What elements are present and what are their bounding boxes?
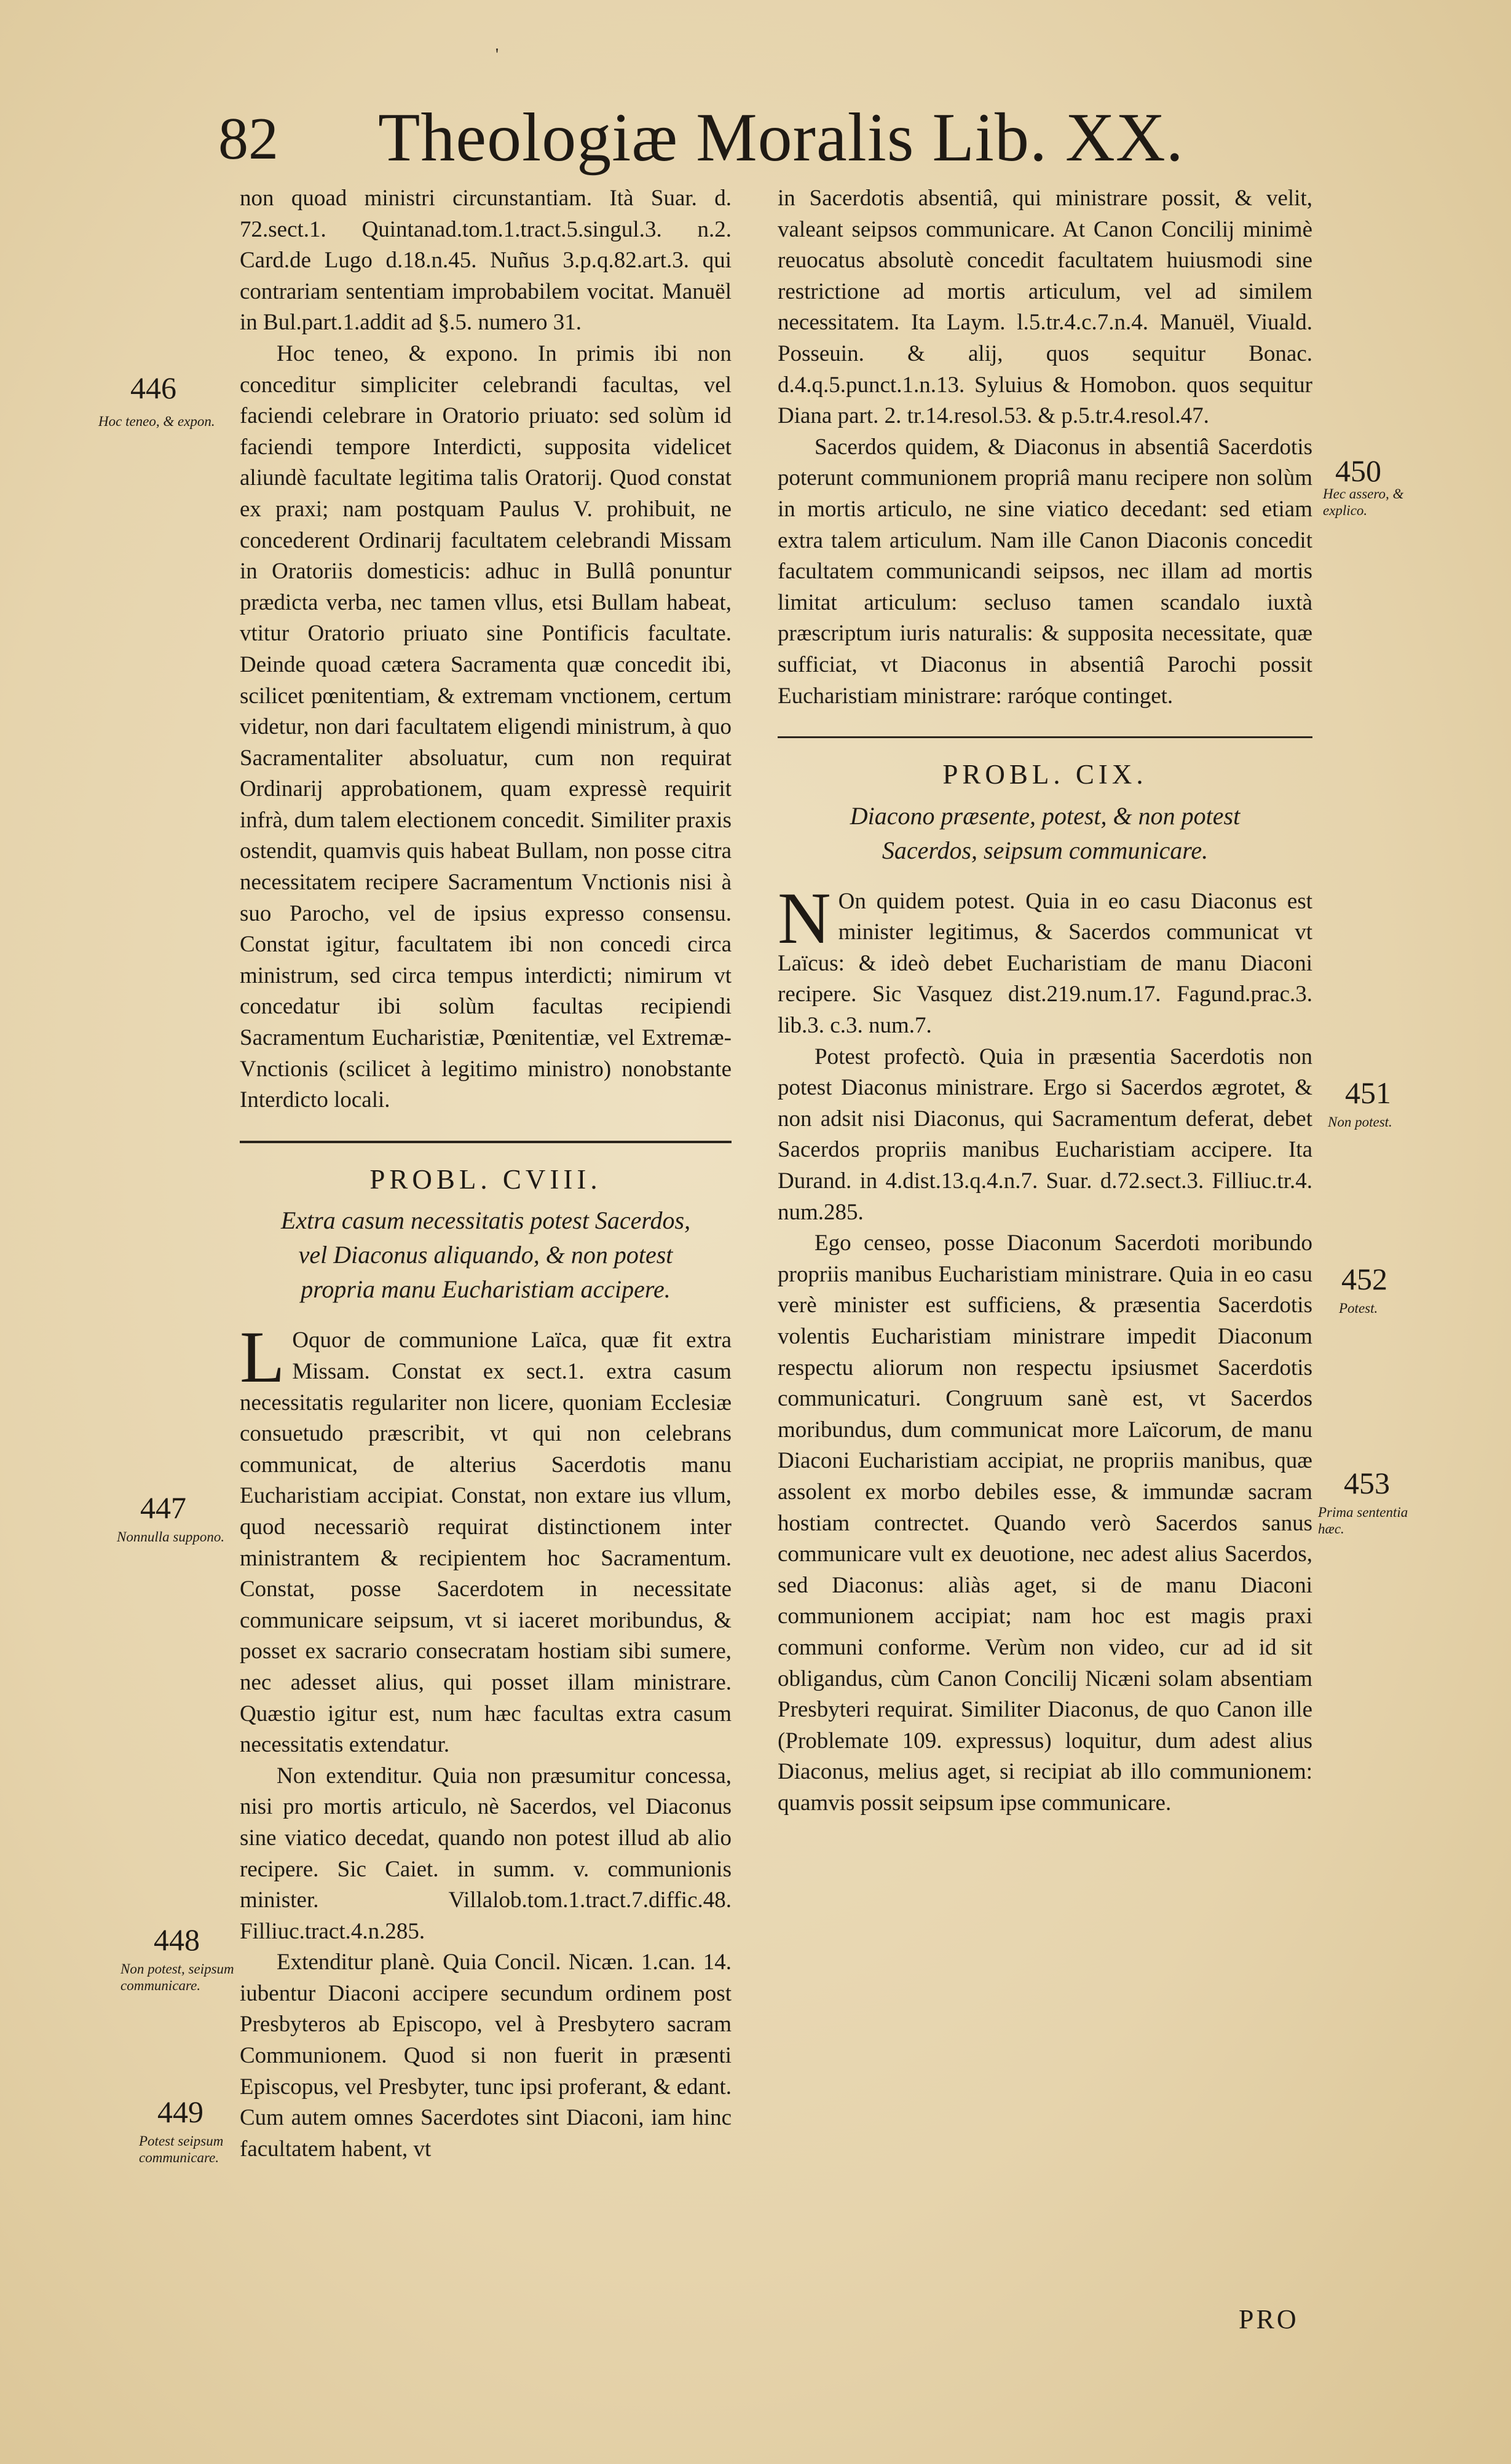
margin-number-451: 451 (1345, 1076, 1391, 1110)
margin-number-449: 449 (157, 2095, 203, 2129)
margin-number-447: 447 (140, 1490, 186, 1525)
margin-note-449: Potest seipsum communicare. (139, 2133, 224, 2165)
paragraph-451 (778, 876, 1312, 1042)
paragraph-continuation-left: non quoad ministri circunstantiam. Ità Suar. d. 72.sect.1. Quintanad.tom.1.tract.5.singul.3. n.2. Card.de Lugo d.18.n.45. Nuñus 3.p.q.82.art.3. qui contrariam sententiam improbabilem vocitat. Manuël in Bul.part.1.addit ad §.5. numero 31. (240, 186, 732, 336)
problem-heading-109: PROBL. CIX. (942, 759, 1148, 790)
problem-subtitle-109: Diacono præsente, potest, & non potest Sacerdos, seipsum communicare. (850, 801, 1241, 864)
section-divider (778, 736, 1312, 738)
margin-number-446: 446 (130, 371, 176, 405)
paragraph-449: Extenditur planè. Quia Concil. Nicæn. 1.can. 14. iubentur Diaconi accipere secundum ordinem post Presbyteros ab Episcopo, vel à Presbytero sacram Communionem. Quod si non fuerit in præsenti Episcopus, vel Presbyter, tunc ipsi proferant, & edant. Cum autem omnes Sacerdotes sint Diaconi, iam hinc facultatem habent, vt (240, 1950, 732, 2162)
margin-number-448: 448 (154, 1923, 200, 1957)
paragraph-446: Hoc teneo, & expono. In primis ibi non conceditur simpliciter celebrandi facultas, vel faciendi celebrare in Oratorio priuato: sed solùm id faciendi tempore Interdicti, supposita videlicet aliundè facultate legitima talis Oratorij. Quod constat ex praxi; nam postquam Paulus V. prohibuit, ne concederent Ordinarij facultatem celebrandi Missam in Oratoriis domesticis: adhuc in Bullâ ponuntur prædicta verba, nec tamen vllus, etsi Bullam habeat, vtitur Oratorio priuato sine Pontificis facultate. Deinde quoad cætera Sacramenta quæ concedit ibi, scilicet pœnitentiam, & extremam vnctionem, certum videtur, non dari facultatem eligendi ministrum, à quo Sacramentaliter absoluatur, cum non requirat Ordinarij approbationem, quam expressè requirit infrà, dum talem electionem concedit. Similiter praxis ostendit, quamvis quis habeat Bullam, non posse citra necessitatem recipere Sacramentum Vnctionis nisi à suo Parocho, vel de ipsius expresso consensu. Constat igitur, facultatem ibi non concedi circa ministrum, sed circa tempus interdicti; nimirum vt concedatur ibi solùm facultas recipiendi Sacramentum Eucharistiæ, Pœnitentiæ, vel Extremæ-Vnctionis (scilicet à legitimo ministro) nonobstante Interdicto locali. (240, 340, 732, 1113)
page-number: 82 (218, 106, 278, 172)
margin-note-447: Nonnulla suppono. (117, 1529, 225, 1545)
drop-cap: N (778, 876, 831, 959)
paragraph-452: Potest profectò. Quia in præsentia Sacerdotis non potest Diaconus ministrare. Ergo si Sacerdos ægrotet, & non adsit nisi Diaconus, qui Sacramentum deferat, debet Sacerdos propriis manibus Eucharistiam accipere. Ita Durand. in 4.dist.13.q.4.n.7. Suar. d.72.sect.3. Filliuc.tr.4. num.285. (778, 1044, 1312, 1225)
paragraph-451-text: On quidem potest. Quia in eo casu Diaconus est minister legitimus, & Sacerdos communicat vt Laïcus: & ideò debet Eucharistiam de manu Diaconi recipere. Sic Vasquez dist.219.num.17. Fagund.prac.3. lib.3. c.3. num.7. (778, 888, 1312, 1039)
margin-number-453: 453 (1344, 1466, 1390, 1500)
paragraph-448: Non extenditur. Quia non præsumitur concessa, nisi pro mortis articulo, nè Sacerdos, vel Diaconus sine viatico decedat, quando non potest illud ab alio recipere. Sic Caiet. in summ. v. communionis minister. Villalob.tom.1.tract.7.diffic.48. Filliuc.tract.4.n.285. (240, 1763, 732, 1944)
paragraph-447 (240, 1316, 732, 1760)
problem-heading-108: PROBL. CVIII. (369, 1163, 602, 1195)
paragraph-447-text: Oquor de communione Laïca, quæ fit extra Missam. Constat ex sect.1. extra casum necessitatis regulariter non licere, quoniam Ecclesiæ consuetudo præscribit, vt qui non celebrans communicat, de alterius Sacerdotis manu Eucharistiam accipiat. Constat, non extare ius vllum, quod necessariò requirat distinctionem inter ministrantem & recipientem hoc Sacramentum. Constat, posse Sacerdotem in necessitate communicare seipsum, vt si iaceret moribundus, & posset ex sacrario consecratam hostiam sibi sumere, nec adesset alius, qui posset illam ministrare. Quæstio igitur est, num hæc facultas extra casum necessitatis extendatur. (240, 1328, 732, 1758)
margin-note-452: Potest. (1339, 1301, 1378, 1316)
section-divider (240, 1141, 732, 1143)
margin-note-448: Non potest, seipsum communicare. (120, 1961, 234, 1993)
left-column (240, 183, 732, 2165)
paragraph-continuation-right: in Sacerdotis absentiâ, qui ministrare possit, & velit, valeant seipsos communicare. At Canon Concilij minimè reuocatus absolutè concedit facultatem huiusmodi sine restrictione ad mortis articulum, vel ad similem necessitatem. Ita Laym. l.5.tr.4.c.7.n.4. Manuël, Viuald. Posseuin. & alij, quos sequitur Bonac. d.4.q.5.punct.1.n.13. Syluius & Homobon. quos sequitur Diana part. 2. tr.14.resol.53. & p.5.tr.4.resol.47. (778, 186, 1312, 429)
catchword: PRO (1239, 2304, 1299, 2334)
margin-number-450: 450 (1335, 454, 1381, 488)
margin-note-446: Hoc teneo, & expon. (98, 414, 215, 429)
paragraph-450: Sacerdos quidem, & Diaconus in absentiâ Sacerdotis poterunt communionem propriâ manu recipere non solùm in mortis articulo, ne sine viatico decedant: sed etiam extra talem articulum. Nam ille Canon Diaconis concedit facultatem communicandi seipsos, nec illam ad mortis limitat articulum: secluso tamen scandalo iuxtà præscriptum iuris naturalis: & supposita necessitate, quæ sufficiat, vt Diaconus in absentiâ Parochi possit Eucharistiam ministrare: raróque continget. (778, 434, 1312, 709)
margin-note-450: Hec assero, & explico. (1323, 486, 1404, 518)
drop-cap: L (240, 1316, 285, 1398)
margin-number-452: 452 (1341, 1262, 1387, 1296)
right-column (778, 183, 1312, 1819)
top-mark: ' (495, 45, 499, 65)
paragraph-453: Ego censeo, posse Diaconum Sacerdoti moribundo propriis manibus Eucharistiam ministrare. Quia in eo casu verè minister est sufficiens, & præsentia Sacerdotis volentis Eucharistiam ministrare impedit Diaconum respectu aliorum non respectu ipsiusmet Sacerdotis communicaturi. Congruum sanè est, vt Sacerdos moribundus, dum communicat more Laïcorum, de manu Diaconi Eucharistiam accipiat, ne propriis manibus, quæ assolent ex morbo debiles esse, & immundæ sacram hostiam contrectet. Quando verò Sacerdos sanus communicare vult ex deuotione, nec adest alius Sacerdos, sed Diaconus: aliàs aget, si de manu Diaconi communionem accipiat; nam hoc est magis praxi communi conforme. Verùm non video, cur ad id sit obligandus, cùm Canon Concilij Nicæni solam absentiam Presbyteri requirat. Similiter Diaconus, de quo Canon ille (Problemate 109. expressus) loquitur, dum adest alius Diaconus, melius aget, si recipiat ab illo communionem: quamvis possit seipsum ipse communicare. (778, 1230, 1312, 1816)
running-title: Theologiæ Moralis Lib. XX. (378, 100, 1184, 176)
margin-note-451: Non potest. (1328, 1114, 1392, 1130)
problem-subtitle-108: Extra casum necessitatis potest Sacerdos, vel Diaconus aliquando, & non potest propria manu Eucharistiam accipere. (280, 1206, 691, 1304)
margin-note-453: Prima sententia hæc. (1318, 1505, 1408, 1537)
